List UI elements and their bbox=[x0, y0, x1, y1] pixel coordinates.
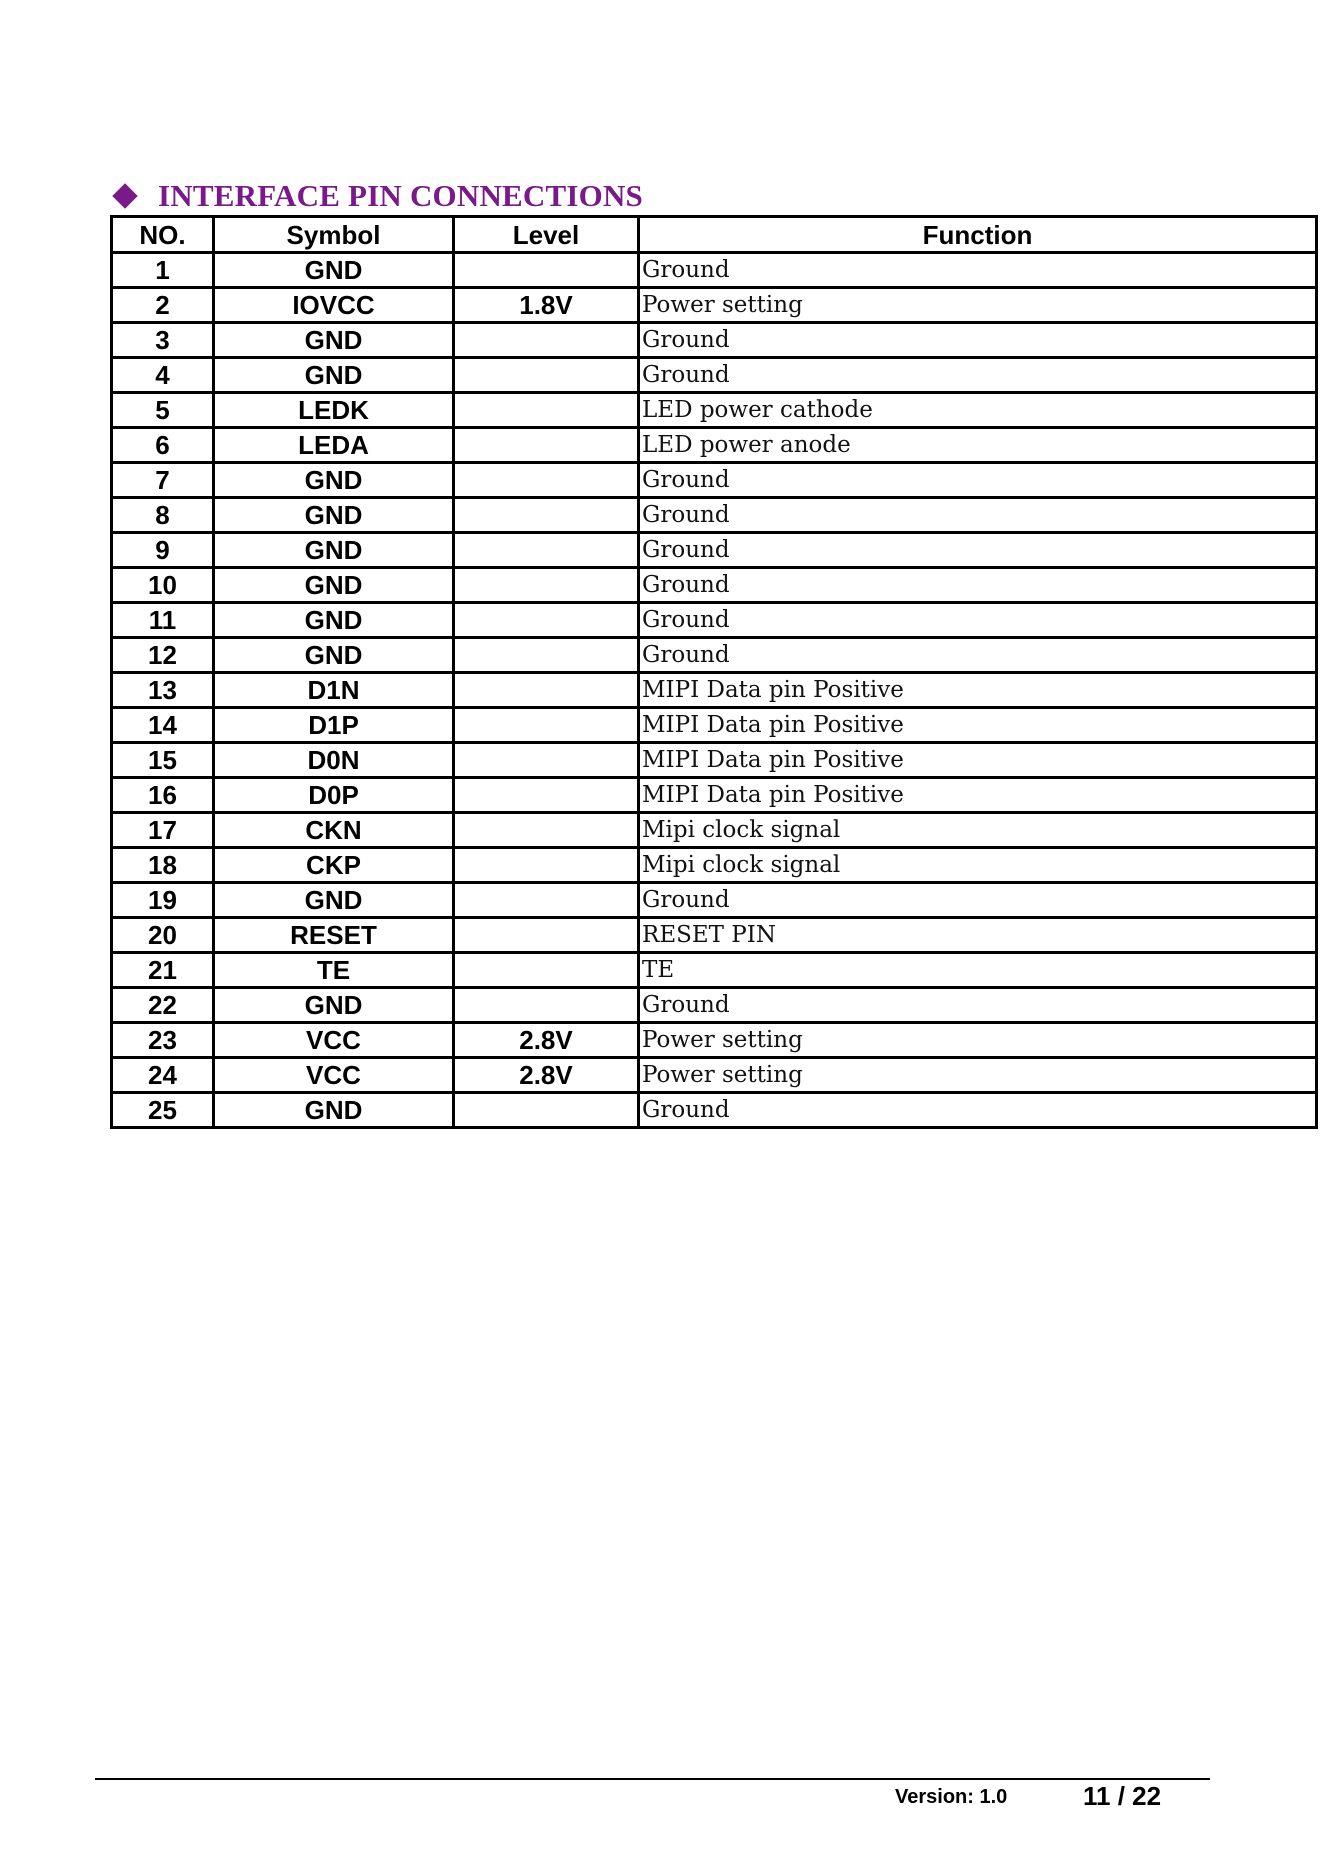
table-row bbox=[112, 1058, 1317, 1093]
table-row bbox=[112, 603, 1317, 638]
pin-function-cell: Ground bbox=[639, 463, 1317, 498]
pin-function-cell: Ground bbox=[639, 568, 1317, 603]
pin-level-cell bbox=[454, 358, 639, 393]
pin-level-cell: 2.8V bbox=[454, 1023, 639, 1058]
pin-function-cell: LED power anode bbox=[639, 428, 1317, 463]
pin-function-cell: RESET PIN bbox=[639, 918, 1317, 953]
header-no: NO. bbox=[112, 217, 214, 253]
pin-function-cell: MIPI Data pin Positive bbox=[639, 743, 1317, 778]
pin-symbol-cell: GND bbox=[214, 323, 454, 358]
pin-number-cell: 12 bbox=[112, 638, 214, 673]
diamond-icon bbox=[112, 183, 137, 208]
table-row bbox=[112, 323, 1317, 358]
pin-symbol-cell: GND bbox=[214, 253, 454, 288]
pin-number-cell: 23 bbox=[112, 1023, 214, 1058]
pin-number-cell: 13 bbox=[112, 673, 214, 708]
pin-symbol-cell: IOVCC bbox=[214, 288, 454, 323]
pin-level-cell bbox=[454, 743, 639, 778]
pin-symbol-cell: GND bbox=[214, 1093, 454, 1128]
table-row bbox=[112, 428, 1317, 463]
pin-symbol-cell: GND bbox=[214, 603, 454, 638]
table-row bbox=[112, 743, 1317, 778]
pin-symbol-cell: TE bbox=[214, 953, 454, 988]
table-row bbox=[112, 848, 1317, 883]
pin-level-cell bbox=[454, 253, 639, 288]
pin-symbol-cell: GND bbox=[214, 988, 454, 1023]
page-number: 11 / 22 bbox=[1083, 1781, 1162, 1811]
table-row bbox=[112, 918, 1317, 953]
header-function: Function bbox=[639, 217, 1317, 253]
pin-function-cell: Ground bbox=[639, 358, 1317, 393]
pin-level-cell bbox=[454, 883, 639, 918]
pin-symbol-cell: D1P bbox=[214, 708, 454, 743]
pin-number-cell: 7 bbox=[112, 463, 214, 498]
table-row bbox=[112, 1093, 1317, 1128]
pin-level-cell bbox=[454, 323, 639, 358]
table-row bbox=[112, 778, 1317, 813]
pin-symbol-cell: GND bbox=[214, 883, 454, 918]
table-row bbox=[112, 638, 1317, 673]
pin-number-cell: 25 bbox=[112, 1093, 214, 1128]
pin-number-cell: 19 bbox=[112, 883, 214, 918]
pin-level-cell bbox=[454, 603, 639, 638]
pin-level-cell bbox=[454, 848, 639, 883]
table-row bbox=[112, 253, 1317, 288]
pin-number-cell: 4 bbox=[112, 358, 214, 393]
table-row bbox=[112, 1023, 1317, 1058]
pin-function-cell: MIPI Data pin Positive bbox=[639, 673, 1317, 708]
footer-version: Version: 1.0 bbox=[895, 1786, 1008, 1808]
table-body bbox=[112, 253, 1317, 1128]
pin-number-cell: 2 bbox=[112, 288, 214, 323]
pin-function-cell: Mipi clock signal bbox=[639, 813, 1317, 848]
pin-symbol-cell: LEDA bbox=[214, 428, 454, 463]
pin-level-cell bbox=[454, 638, 639, 673]
pin-number-cell: 9 bbox=[112, 533, 214, 568]
pin-number-cell: 17 bbox=[112, 813, 214, 848]
pin-level-cell bbox=[454, 568, 639, 603]
pin-function-cell: Ground bbox=[639, 533, 1317, 568]
table-row bbox=[112, 568, 1317, 603]
pin-number-cell: 18 bbox=[112, 848, 214, 883]
header-symbol: Symbol bbox=[214, 217, 454, 253]
table-row bbox=[112, 358, 1317, 393]
pin-function-cell: Ground bbox=[639, 323, 1317, 358]
table-row bbox=[112, 673, 1317, 708]
pin-level-cell bbox=[454, 393, 639, 428]
pin-function-cell: Mipi clock signal bbox=[639, 848, 1317, 883]
section-title: INTERFACE PIN CONNECTIONS bbox=[158, 178, 643, 213]
pin-number-cell: 1 bbox=[112, 253, 214, 288]
pin-function-cell: Ground bbox=[639, 1093, 1317, 1128]
pin-number-cell: 24 bbox=[112, 1058, 214, 1093]
pin-symbol-cell: VCC bbox=[214, 1058, 454, 1093]
pin-symbol-cell: CKP bbox=[214, 848, 454, 883]
pin-symbol-cell: CKN bbox=[214, 813, 454, 848]
pin-number-cell: 15 bbox=[112, 743, 214, 778]
pin-symbol-cell: RESET bbox=[214, 918, 454, 953]
pin-symbol-cell: GND bbox=[214, 498, 454, 533]
table-row bbox=[112, 813, 1317, 848]
table-row bbox=[112, 498, 1317, 533]
pin-function-cell: Ground bbox=[639, 883, 1317, 918]
pin-function-cell: TE bbox=[639, 953, 1317, 988]
pin-function-cell: Power setting bbox=[639, 1058, 1317, 1093]
pin-level-cell: 1.8V bbox=[454, 288, 639, 323]
pin-level-cell bbox=[454, 708, 639, 743]
pin-level-cell bbox=[454, 1093, 639, 1128]
pin-symbol-cell: GND bbox=[214, 463, 454, 498]
pin-level-cell: 2.8V bbox=[454, 1058, 639, 1093]
table-row bbox=[112, 883, 1317, 918]
header-level: Level bbox=[454, 217, 639, 253]
pin-function-cell: Ground bbox=[639, 253, 1317, 288]
pin-number-cell: 8 bbox=[112, 498, 214, 533]
table-row bbox=[112, 988, 1317, 1023]
pin-function-cell: Power setting bbox=[639, 288, 1317, 323]
table-row bbox=[112, 393, 1317, 428]
pin-function-cell: Ground bbox=[639, 638, 1317, 673]
pin-symbol-cell: LEDK bbox=[214, 393, 454, 428]
pin-number-cell: 10 bbox=[112, 568, 214, 603]
pin-symbol-cell: D0P bbox=[214, 778, 454, 813]
pin-function-cell: Ground bbox=[639, 498, 1317, 533]
pin-number-cell: 20 bbox=[112, 918, 214, 953]
pin-level-cell bbox=[454, 428, 639, 463]
pin-function-cell: Ground bbox=[639, 603, 1317, 638]
pin-number-cell: 16 bbox=[112, 778, 214, 813]
pin-symbol-cell: D1N bbox=[214, 673, 454, 708]
table-header-row bbox=[112, 217, 1317, 253]
pin-level-cell bbox=[454, 953, 639, 988]
pin-level-cell bbox=[454, 778, 639, 813]
pin-number-cell: 14 bbox=[112, 708, 214, 743]
pin-number-cell: 6 bbox=[112, 428, 214, 463]
pin-level-cell bbox=[454, 498, 639, 533]
pin-level-cell bbox=[454, 463, 639, 498]
pin-symbol-cell: VCC bbox=[214, 1023, 454, 1058]
pin-number-cell: 11 bbox=[112, 603, 214, 638]
pin-function-cell: MIPI Data pin Positive bbox=[639, 708, 1317, 743]
pin-level-cell bbox=[454, 533, 639, 568]
pin-number-cell: 21 bbox=[112, 953, 214, 988]
pin-function-cell: Power setting bbox=[639, 1023, 1317, 1058]
pin-symbol-cell: GND bbox=[214, 358, 454, 393]
pin-number-cell: 3 bbox=[112, 323, 214, 358]
pin-symbol-cell: GND bbox=[214, 638, 454, 673]
pin-number-cell: 5 bbox=[112, 393, 214, 428]
pin-function-cell: MIPI Data pin Positive bbox=[639, 778, 1317, 813]
pin-connections-table bbox=[110, 215, 1318, 1129]
pin-symbol-cell: GND bbox=[214, 568, 454, 603]
footer-divider bbox=[95, 1778, 1210, 1780]
pin-number-cell: 22 bbox=[112, 988, 214, 1023]
table-row bbox=[112, 533, 1317, 568]
section-heading bbox=[110, 176, 643, 216]
pin-symbol-cell: D0N bbox=[214, 743, 454, 778]
table-row bbox=[112, 953, 1317, 988]
pin-symbol-cell: GND bbox=[214, 533, 454, 568]
table-row bbox=[112, 708, 1317, 743]
pin-function-cell: Ground bbox=[639, 988, 1317, 1023]
table-row bbox=[112, 288, 1317, 323]
pin-level-cell bbox=[454, 813, 639, 848]
pin-level-cell bbox=[454, 918, 639, 953]
pin-function-cell: LED power cathode bbox=[639, 393, 1317, 428]
pin-level-cell bbox=[454, 988, 639, 1023]
pin-level-cell bbox=[454, 673, 639, 708]
table-row bbox=[112, 463, 1317, 498]
